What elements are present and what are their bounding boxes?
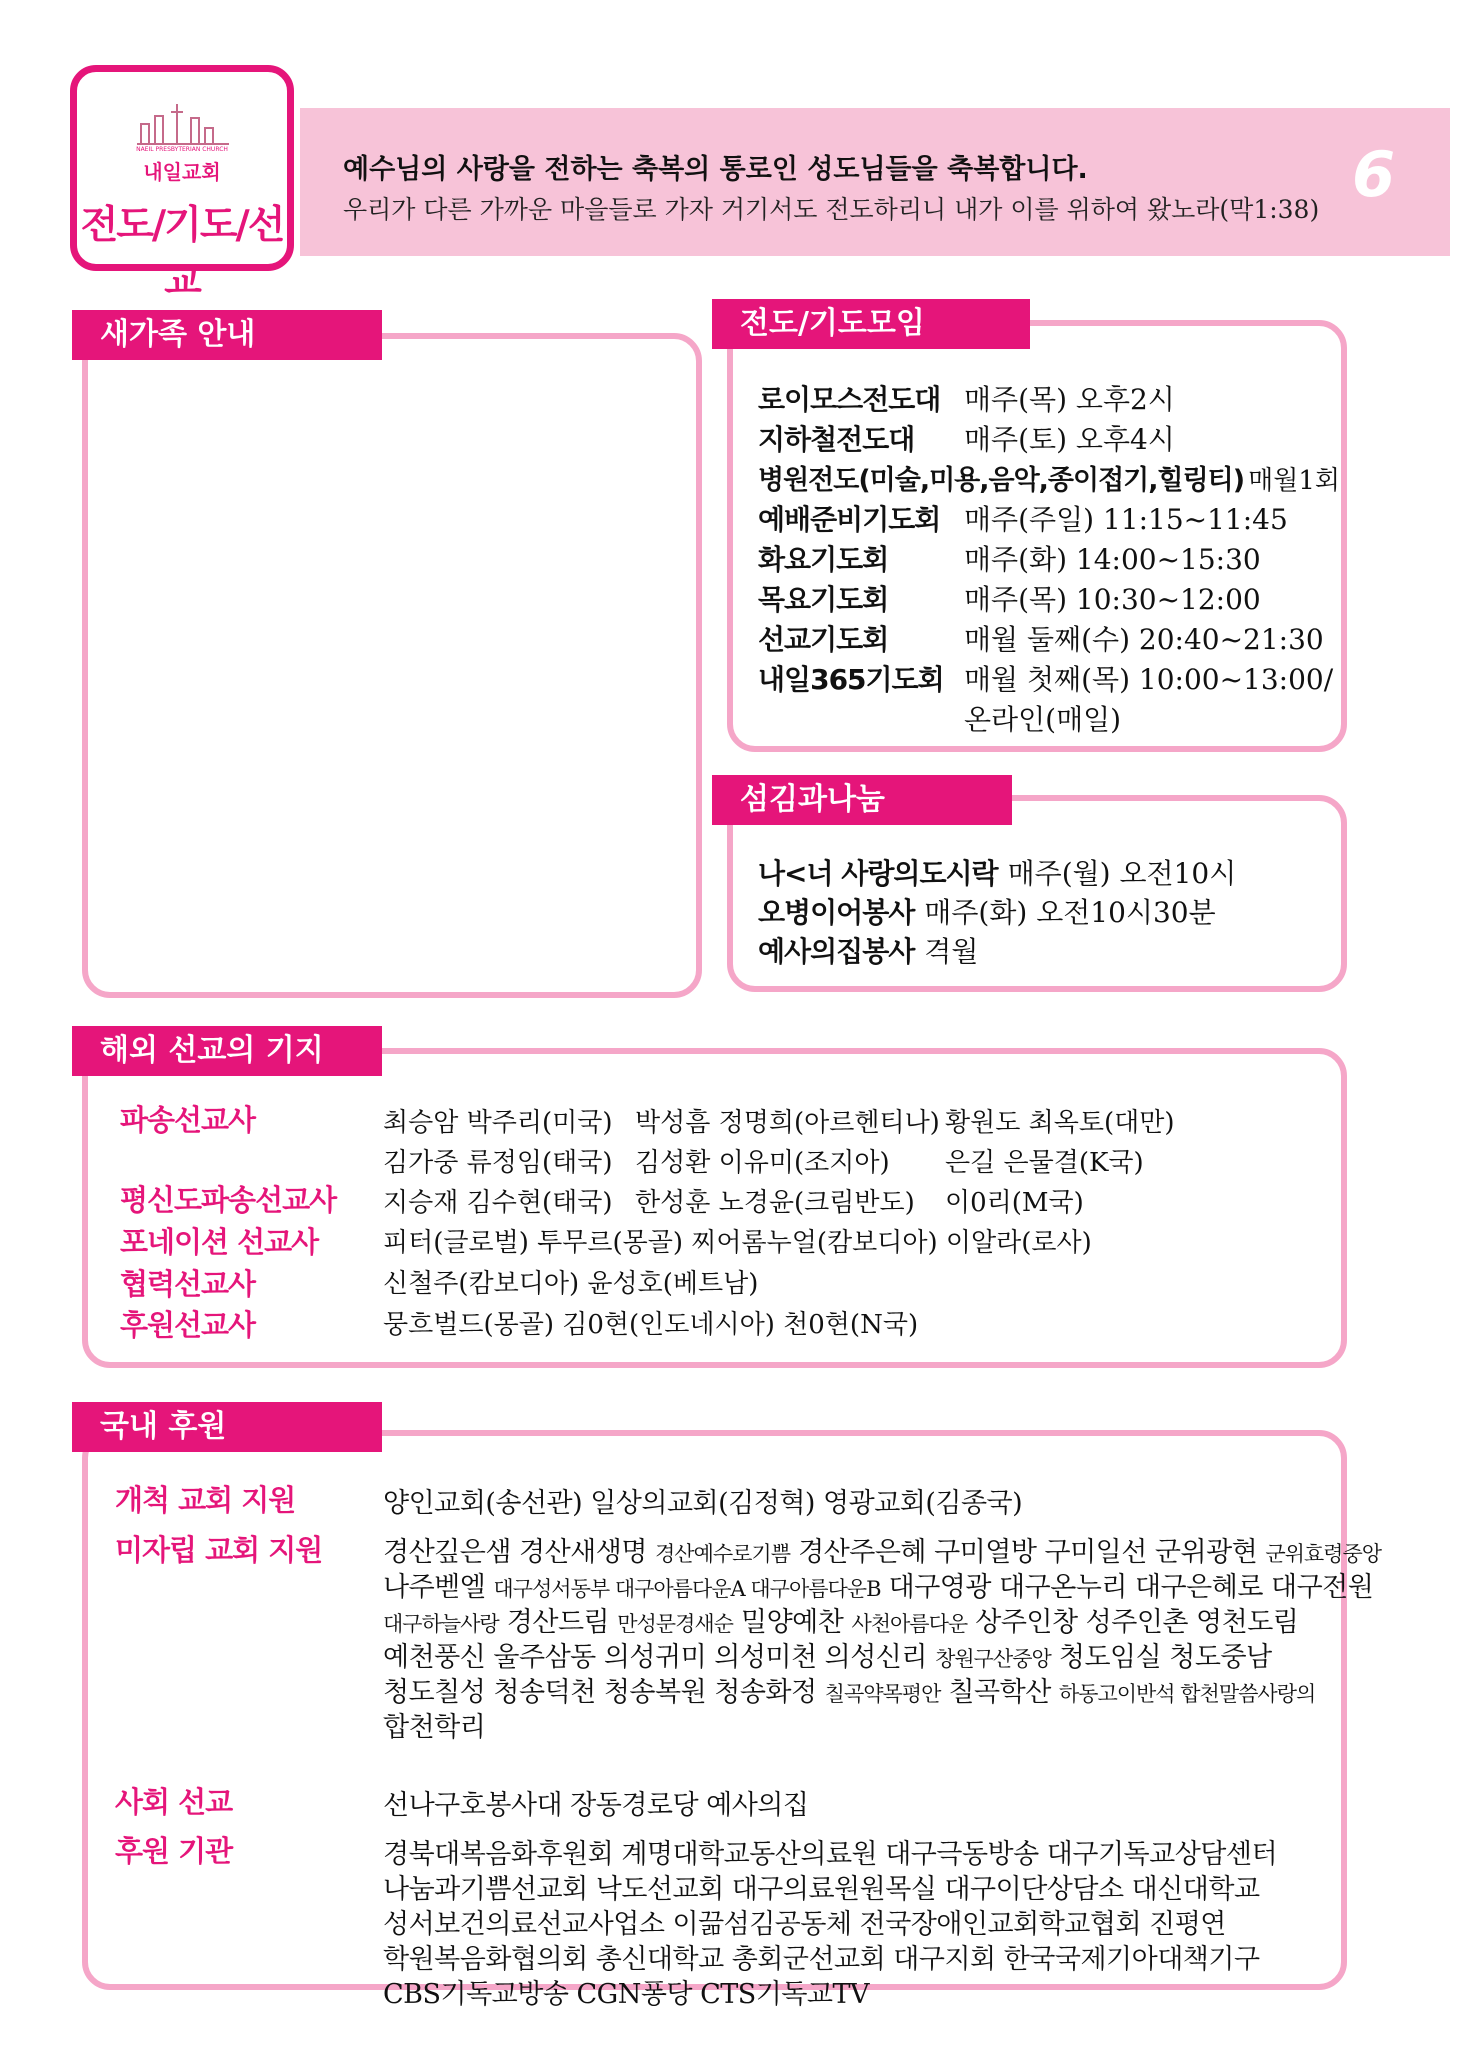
missionary-entry: 김가중 류정임(태국)	[383, 1148, 613, 1178]
prayer-meeting-row	[758, 538, 1261, 578]
label-support-institutions: 후원 기관	[115, 1834, 233, 1868]
domestic-support-title: 국내 후원	[72, 1402, 382, 1452]
church-names: 만성문경새순	[617, 1612, 733, 1636]
church-names: 청도임실 청도중남	[1050, 1642, 1272, 1673]
institution-line: 경북대복음화후원회 계명대학교동산의료원 대구극동방송 대구기독교상담센터	[383, 1839, 1278, 1870]
church-names: 군위효령중앙	[1265, 1542, 1382, 1566]
missionary-entry: 한성훈 노경윤(크림반도)	[635, 1188, 915, 1218]
meeting-time: 매주(주일) 11:15~11:45	[964, 503, 1288, 536]
prayer-meetings-title: 전도/기도모임	[712, 299, 1030, 349]
service-row	[758, 852, 1236, 892]
church-names: 대구영광 대구온누리 대구은혜로 대구전원	[880, 1572, 1374, 1603]
label-social-mission: 사회 선교	[115, 1785, 233, 1819]
service-time: 격월	[924, 935, 979, 968]
missionary-entry: 지승재 김수현(태국)	[383, 1188, 613, 1218]
church-logo-icon	[135, 98, 231, 148]
meeting-name: 로이모스전도대	[758, 383, 941, 416]
label-fornation-missionary: 포네이션 선교사	[120, 1225, 319, 1259]
prayer-meeting-row	[758, 498, 1288, 538]
church-line	[383, 1705, 485, 1744]
prayer-meeting-row	[758, 578, 1261, 618]
fornation-missionaries: 피터(글로벌) 투무르(몽골) 찌어롬누얼(캄보디아) 이알라(로사)	[383, 1228, 1092, 1258]
service-time: 매주(화) 오전10시30분	[924, 896, 1216, 929]
service-time: 매주(월) 오전10시	[1007, 857, 1237, 890]
meeting-time: 매월1회	[1248, 466, 1340, 496]
support-missionaries: 뭉흐벌드(몽골) 김0현(인도네시아) 천0현(N국)	[383, 1310, 919, 1340]
partner-missionaries: 신철주(캄보디아) 윤성호(베트남)	[383, 1269, 759, 1299]
church-names: 경산예수로기쁨	[655, 1542, 791, 1566]
institution-line: 나눔과기쁨선교회 낙도선교회 대구의료원원목실 대구이단상담소 대신대학교	[383, 1874, 1260, 1905]
church-line	[383, 1635, 1272, 1674]
prayer-meeting-row	[758, 458, 1340, 497]
church-names: 칠곡학산	[940, 1677, 1059, 1708]
label-dispatch-missionary: 파송선교사	[120, 1103, 256, 1137]
social-mission-list: 선나구호봉사대 장동경로당 예사의집	[383, 1790, 809, 1821]
service-name: 나<너 사랑의도시락	[758, 857, 998, 890]
meeting-name: 병원전도(미술,미용,음악,종이접기,힐링티)	[758, 465, 1245, 496]
church-line	[383, 1530, 1381, 1569]
meeting-name: 목요기도회	[758, 583, 889, 616]
page-number: 6	[1352, 138, 1396, 211]
church-names: 하동고이반석 합천말씀사랑의	[1058, 1682, 1316, 1706]
label-partner-missionary: 협력선교사	[120, 1267, 256, 1301]
missionary-entry: 이0리(M국)	[945, 1188, 1084, 1218]
church-names: 예천풍신 울주삼동 의성귀미 의성미천 의성신리	[383, 1642, 936, 1673]
section-label: 전도/기도/선교	[80, 203, 284, 304]
label-pioneer-church: 개척 교회 지원	[115, 1483, 296, 1517]
service-row	[758, 891, 1216, 931]
service-row	[758, 930, 978, 970]
missionary-entry: 황원도 최옥토(대만)	[945, 1108, 1175, 1138]
meeting-name: 지하철전도대	[758, 423, 915, 456]
church-names: 밀양예찬	[732, 1607, 852, 1638]
meeting-time: 매주(화) 14:00~15:30	[964, 543, 1261, 576]
church-names: 상주인창 성주인촌 영천도림	[967, 1607, 1299, 1638]
church-line	[383, 1670, 1315, 1709]
church-names: 대구하늘사랑	[383, 1612, 499, 1636]
church-line	[383, 1565, 1373, 1604]
institution-line: 학원복음화협의회 총신대학교 총회군선교회 대구지회 한국국제기아대책기구	[383, 1944, 1260, 1975]
missionary-entry: 은길 은물결(K국)	[945, 1148, 1144, 1178]
church-names: 청도칠성 청송덕천 청송복원 청송화정	[383, 1677, 825, 1708]
meeting-name: 선교기도회	[758, 623, 889, 656]
church-names: 경산드림	[498, 1607, 618, 1638]
church-names: 경산주은혜 구미열방 구미일선 군위광현	[790, 1537, 1266, 1568]
meeting-time: 매주(목) 오후2시	[964, 383, 1175, 416]
logo-box	[70, 65, 294, 304]
logo-subtext: NAEIL PRESBYTERIAN CHURCH	[136, 146, 228, 153]
meeting-time: 온라인(매일)	[964, 703, 1122, 736]
meeting-name: 내일365기도회	[758, 663, 944, 696]
church-names: 합천학리	[383, 1712, 486, 1743]
pioneer-church-list: 양인교회(송선관) 일상의교회(김정혁) 영광교회(김종국)	[383, 1488, 1023, 1519]
institution-line: 성서보건의료선교사업소 이끎섬김공동체 전국장애인교회학교협회 진평연	[383, 1909, 1226, 1940]
service-name: 예사의집봉사	[758, 935, 915, 968]
header-verse: 우리가 다른 가까운 마을들로 가자 거기서도 전도하리니 내가 이를 위하여 왔노라(막1:38)	[343, 195, 1320, 224]
missionary-entry: 박성흠 정명희(아르헨티나)	[635, 1108, 940, 1138]
meeting-time: 매주(토) 오후4시	[964, 423, 1175, 456]
missionary-entry: 최승암 박주리(미국)	[383, 1108, 613, 1138]
institution-line: CBS기독교방송 CGN퐁당 CTS기독교TV	[383, 1979, 870, 2010]
prayer-meeting-row	[758, 658, 1334, 698]
church-names: 나주벧엘	[383, 1572, 494, 1603]
meeting-name: 화요기도회	[758, 543, 889, 576]
church-line	[383, 1600, 1298, 1639]
meeting-time: 매월 둘째(수) 20:40~21:30	[964, 623, 1324, 656]
label-lay-missionary: 평신도파송선교사	[120, 1183, 337, 1217]
church-names: 대구성서동부 대구아름다운A 대구아름다운B	[493, 1577, 881, 1601]
service-name: 오병이어봉사	[758, 896, 915, 929]
logo-name: 내일교회	[143, 160, 221, 184]
meeting-time: 매월 첫째(목) 10:00~13:00/	[964, 663, 1334, 696]
overseas-mission-title: 해외 선교의 기지	[72, 1026, 382, 1076]
church-names: 경산깊은샘 경산새생명	[383, 1537, 655, 1568]
new-family-title: 새가족 안내	[72, 310, 382, 360]
new-family-box	[82, 333, 702, 998]
church-names: 칠곡약목평안	[824, 1682, 941, 1706]
prayer-meeting-row	[758, 378, 1175, 418]
service-sharing-title: 섬김과나눔	[712, 775, 1012, 825]
missionary-entry: 김성환 이유미(조지아)	[635, 1148, 890, 1178]
meeting-time: 매주(목) 10:30~12:00	[964, 583, 1261, 616]
church-names: 창원구산중앙	[935, 1647, 1051, 1671]
label-unestablished-church: 미자립 교회 지원	[115, 1533, 323, 1567]
prayer-meeting-row	[758, 418, 1175, 458]
prayer-meeting-row	[758, 618, 1324, 658]
label-support-missionary: 후원선교사	[120, 1308, 256, 1342]
meeting-name: 예배준비기도회	[758, 503, 941, 536]
header-title: 예수님의 사랑을 전하는 축복의 통로인 성도님들을 축복합니다.	[343, 154, 1088, 185]
church-names: 사천아름다운	[851, 1612, 968, 1636]
